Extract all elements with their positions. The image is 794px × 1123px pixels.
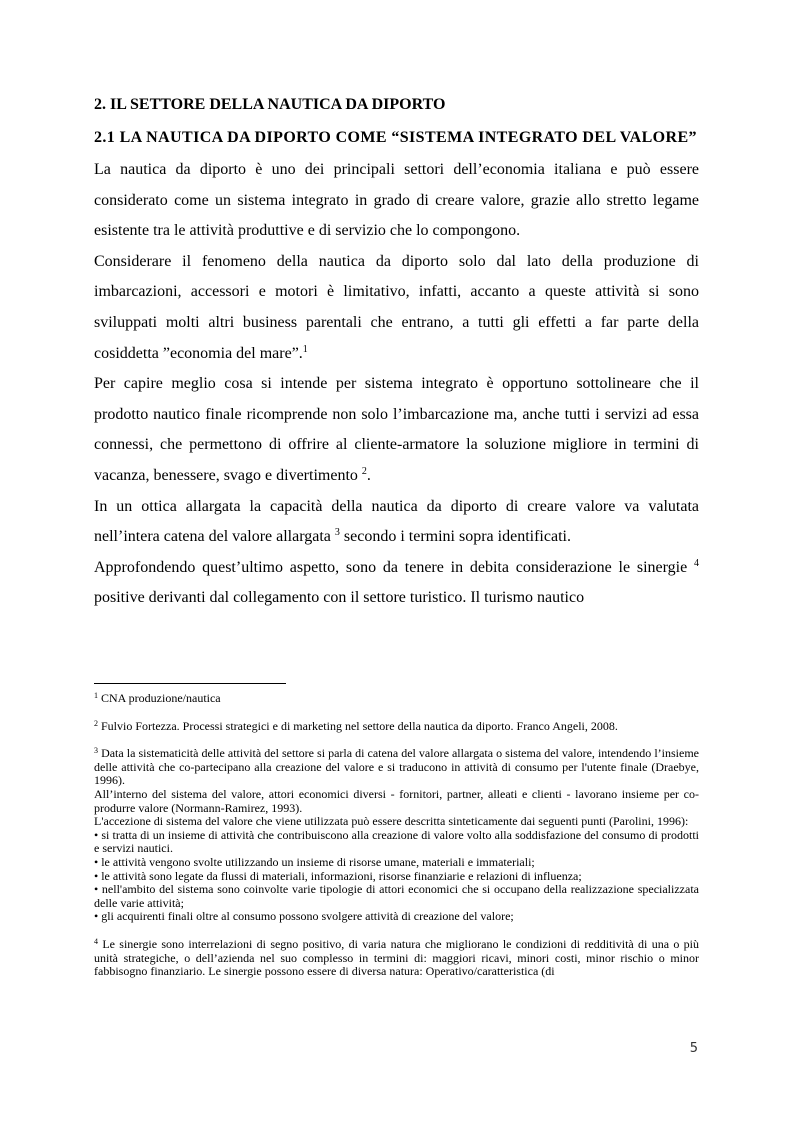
footnote-ref-1[interactable]: 1 — [302, 343, 308, 355]
footnote-ref-2[interactable]: 2 — [361, 465, 367, 477]
footnote-3-line: All’interno del sistema del valore, attori economici diversi - fornitori, partner, alleati e clienti - lavorano insieme per co-produrre valore (Normann-Ramirez, 1993). — [94, 786, 699, 815]
footnotes — [94, 683, 699, 979]
paragraph-3: Per capire meglio cosa si intende per sistema integrato è opportuno sottolineare che il prodotto nautico finale ricomprende non solo l’imbarcazione ma, anche tutti i servizi ad essa connessi, che permettono di offrire al cliente-armatore la soluzione migliore in termini di vacanza, benessere, svago e divertimento $^2$. — [94, 375, 699, 484]
footnote-3-bullet: • le attività vengono svolte utilizzando un insieme di risorse umane, materiali e immateriali; — [94, 854, 535, 869]
page-number: 5 — [689, 1041, 698, 1056]
footnote-3-line: L'accezione di sistema del valore che viene utilizzata può essere descritta sinteticamente dai seguenti punti (Parolini, 1996): — [94, 814, 689, 829]
footnote-ref-4[interactable]: 4 — [694, 557, 699, 569]
footnote-ref-3[interactable]: 3 — [334, 527, 340, 539]
footnote-3-bullet: • nell'ambito del sistema sono coinvolte varie tipologie di attori economici che si occupano della realizzazione specializzata delle varie attività; — [94, 882, 699, 910]
chapter-heading: 2. IL SETTORE DELLA NAUTICA DA DIPORTO — [94, 96, 446, 113]
footnote-3-bullet: • gli acquirenti finali oltre al consumo possono svolgere attività di creazione del valore; — [94, 909, 514, 924]
paragraph-1: La nautica da diporto è uno dei principali settori dell’economia italiana e può essere considerato come un sistema integrato in grado di creare valore, grazie allo stretto legame esistente tra le attività produttive e di servizio che lo compongono. — [94, 161, 699, 240]
footnote-4: $^4$ Le sinergie sono interrelazioni di segno positivo, di varia natura che migliorano le condizioni di redditività di una o più unità strategiche, o dell’azienda nel suo complesso in termini di: maggiori ricavi, minori costi, minor rischio o minor fabbisogno finanziario. Le sinergie possono essere di diversa natura: Operativo/caratteristica (di — [94, 936, 700, 979]
paragraph-4: In un ottica allargata la capacità della nautica da diporto di creare valore va valutata nell’intera catena del valore allargata $^3$ secondo i termini sopra identificati. — [94, 497, 699, 546]
paragraph-2: Considerare il fenomeno della nautica da diporto solo dal lato della produzione di imbarcazioni, accessori e motori è limitativo, infatti, accanto a queste attività si sono sviluppati molti altri business parentali che entrano, a tutti gli effetti a far parte della cosiddetta ”economia del mare”.$^1$ — [94, 252, 699, 362]
footnote-1: $^1$ CNA produzione/nautica — [94, 691, 221, 705]
main-text — [94, 93, 699, 614]
paragraph-5: Approfondendo quest’ultimo aspetto, sono da tenere in debita considerazione le sinergie $^4$ positive derivanti dal collegamento con il settore turistico. Il turismo nautico — [94, 557, 699, 607]
footnote-3: $^3$ Data la sistematicità delle attività del settore si parla di catena del valore allargata o sistema del valore, intendendo l’insieme delle attività che co-partecipano alla creazione del valore e si traducono in attività di consumo per l'utente finale (Draebye, 1996). — [94, 746, 699, 788]
footnote-separator — [94, 683, 286, 684]
section-heading: 2.1 LA NAUTICA DA DIPORTO COME “SISTEMA INTEGRATO DEL VALORE” — [94, 129, 697, 146]
footnote-2: $^2$ Fulvio Fortezza. Processi strategici e di marketing nel settore della nautica da diporto. Franco Angeli, 2008. — [94, 718, 618, 733]
footnote-3-bullet: • si tratta di un insieme di attività che contribuiscono alla creazione di valore volto alla soddisfazione del consumo di prodotti e servizi nautici. — [94, 827, 699, 856]
footnote-3-bullet: • le attività sono legate da flussi di materiali, informazioni, risorse finanziarie e relazioni di influenza; — [94, 868, 582, 883]
